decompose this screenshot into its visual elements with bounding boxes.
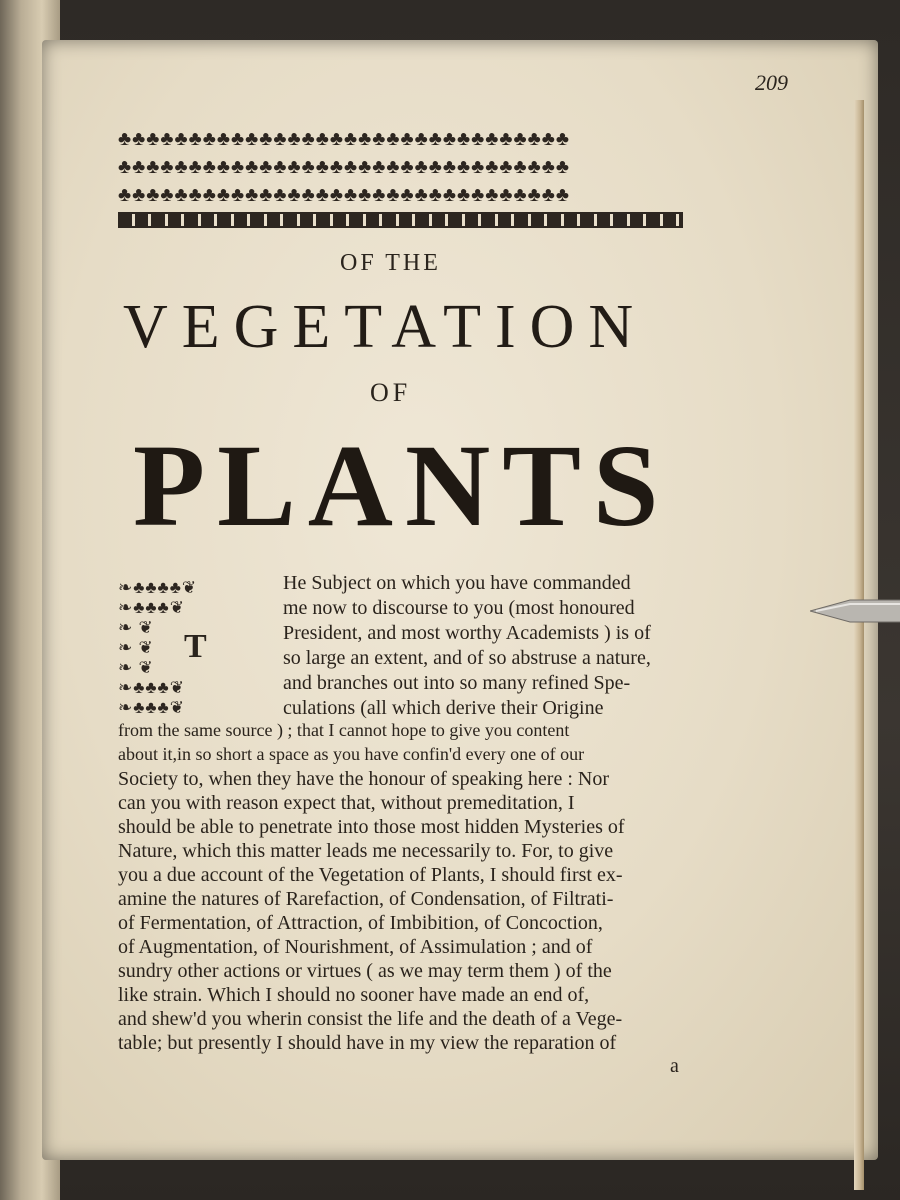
initial-frame-row: ❧ ❦ <box>118 638 154 657</box>
text-line: sundry other actions or virtues ( as we may term them ) of the <box>118 960 612 982</box>
page-number: 209 <box>755 70 788 95</box>
text-line: you a due account of the Vegetation of Plants, I should first ex- <box>118 864 623 886</box>
text-line: about it,in so short a space as you have confin'd every one of our <box>118 744 585 764</box>
text-line: table; but presently I should have in my view the reparation of <box>118 1032 617 1054</box>
ornament-row: ♣♣♣♣♣♣♣♣♣♣♣♣♣♣♣♣♣♣♣♣♣♣♣♣♣♣♣♣♣♣♣♣ <box>118 184 570 206</box>
text-line: should be able to penetrate into those most hidden Mysteries of <box>118 816 625 838</box>
initial-frame-row: ❧♣♣♣❦ <box>118 698 185 717</box>
title-plants: PLANTS <box>133 420 671 551</box>
initial-frame-row: ❧ ❦ <box>118 618 154 637</box>
initial-frame-row: ❧♣♣♣❦ <box>118 678 185 697</box>
page-stack-edge <box>854 100 864 1190</box>
catchword: a <box>670 1055 679 1077</box>
text-line: and branches out into so many refined Spe- <box>283 672 631 694</box>
ornament-row: ♣♣♣♣♣♣♣♣♣♣♣♣♣♣♣♣♣♣♣♣♣♣♣♣♣♣♣♣♣♣♣♣ <box>118 128 570 150</box>
initial-frame-row: ❧♣♣♣♣❦ <box>118 578 198 597</box>
text-line: so large an extent, and of so abstruse a nature, <box>283 647 651 669</box>
initial-frame-row: ❧♣♣♣❦ <box>118 598 185 617</box>
headpiece-ornament <box>118 128 708 228</box>
text-line: amine the natures of Rarefaction, of Condensation, of Filtrati- <box>118 888 614 910</box>
text-line: can you with reason expect that, without premeditation, I <box>118 792 575 814</box>
text-line: He Subject on which you have commanded <box>283 572 631 594</box>
text-line: culations (all which derive their Origine <box>283 697 604 719</box>
text-line: Nature, which this matter leads me necessarily to. For, to give <box>118 840 614 862</box>
initial-letter: T <box>184 628 207 665</box>
title-of: OF <box>370 378 412 407</box>
text-line: like strain. Which I should no sooner have made an end of, <box>118 984 590 1006</box>
ornament-row: ♣♣♣♣♣♣♣♣♣♣♣♣♣♣♣♣♣♣♣♣♣♣♣♣♣♣♣♣♣♣♣♣ <box>118 156 570 178</box>
text-line: Society to, when they have the honour of speaking here : Nor <box>118 768 609 790</box>
text-line: of Fermentation, of Attraction, of Imbibition, of Concoction, <box>118 912 603 934</box>
text-line: of Augmentation, of Nourishment, of Assimulation ; and of <box>118 936 593 958</box>
title-vegetation: VEGETATION <box>123 293 648 361</box>
bookmark-pointer-icon <box>810 596 900 626</box>
initial-frame-row: ❧ ❦ <box>118 658 154 677</box>
title-of-the: OF THE <box>340 250 441 276</box>
ornament-band <box>118 212 683 228</box>
text-line: President, and most worthy Academists ) is of <box>283 622 651 644</box>
text-line: and shew'd you wherin consist the life and the death of a Vege- <box>118 1008 623 1030</box>
decorated-initial <box>118 578 268 718</box>
text-line: me now to discourse to you (most honoured <box>283 597 635 619</box>
text-line: from the same source ) ; that I cannot hope to give you content <box>118 720 570 740</box>
